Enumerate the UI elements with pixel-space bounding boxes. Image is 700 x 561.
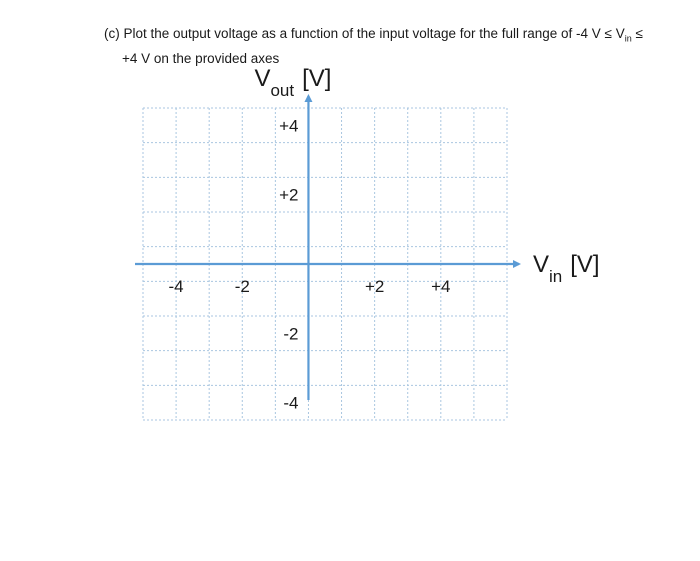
x-tick-label: +4 bbox=[431, 277, 451, 296]
x-axis-title: $V_{in}$ [V] bbox=[533, 251, 600, 286]
axes bbox=[135, 96, 519, 400]
y-tick-label: -4 bbox=[283, 393, 299, 413]
question-line-1: (c) Plot the output voltage as a function of the input voltage for the full range of -4 $V \le V_{in}$ ≤ bbox=[104, 26, 643, 44]
y-axis-title: $V_{out}$ [V] bbox=[254, 65, 332, 100]
y-tick-label: +2 bbox=[279, 185, 299, 205]
y-tick-label: -2 bbox=[283, 324, 299, 344]
x-tick-label: -4 bbox=[168, 277, 184, 296]
x-tick-label: -2 bbox=[234, 277, 250, 296]
axis-titles bbox=[254, 65, 599, 286]
y-tick-label: +4 bbox=[279, 116, 299, 136]
x-tick-label: +2 bbox=[364, 277, 385, 296]
question-line-2: +4 V on the provided axes bbox=[122, 50, 280, 66]
